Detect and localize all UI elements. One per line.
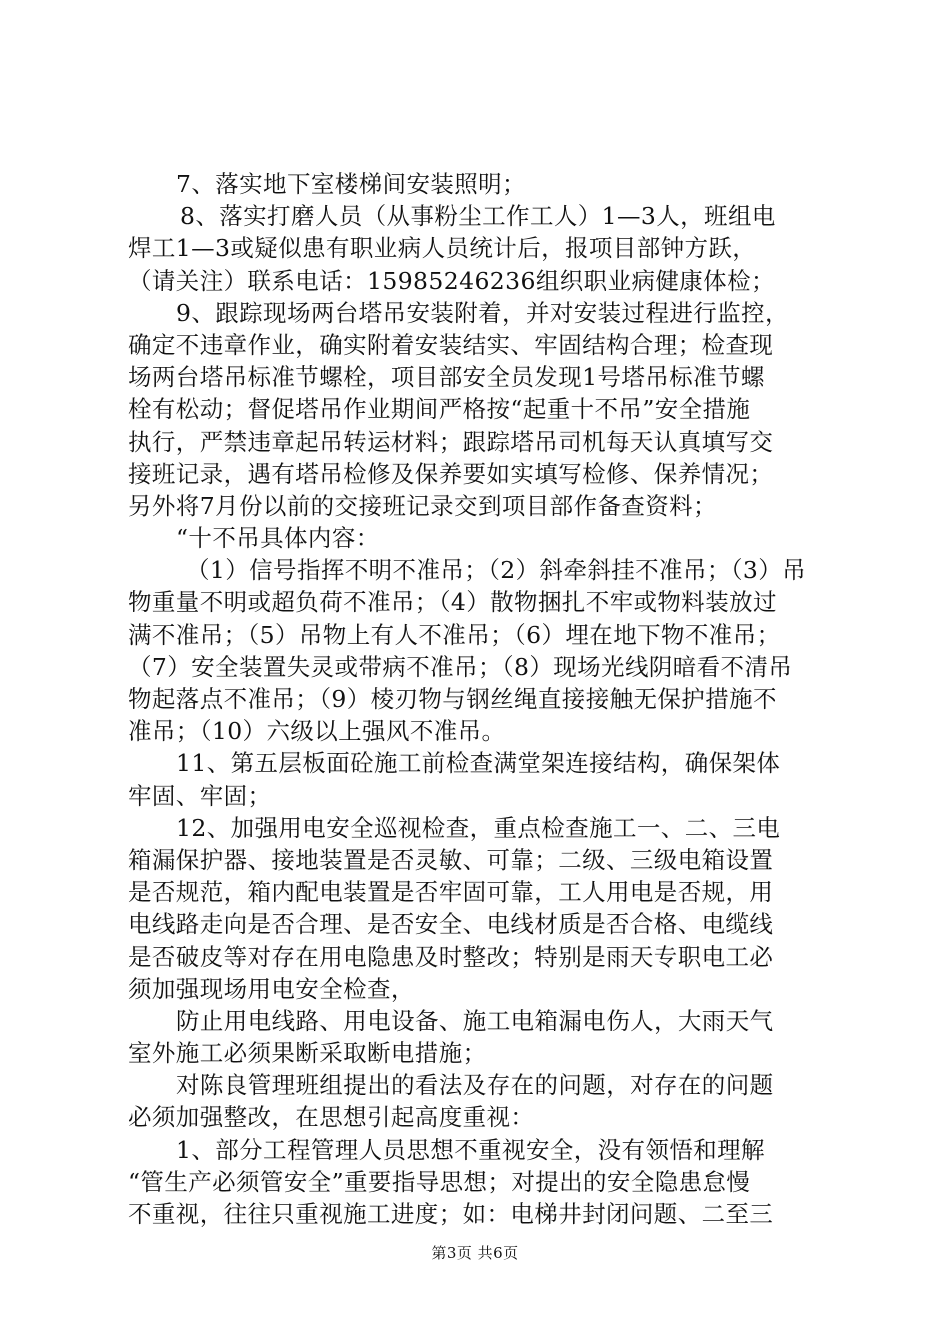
text-line: 准吊；（10）六级以上强风不准吊。 [128,717,506,746]
text-line: 满不准吊；（5）吊物上有人不准吊；（6）埋在地下物不准吊； [128,620,781,649]
text-line: 物起落点不准吊；（9）棱刃物与钢丝绳直接接触无保护措施不 [128,685,777,713]
text-line: 不重视，往往只重视施工进度；如：电梯井封闭问题、二至三 [128,1200,774,1228]
text-line: 7、落实地下室楼梯间安装照明； [176,170,526,198]
text-line: 对陈良管理班组提出的看法及存在的问题，对存在的问题 [176,1071,774,1100]
text-line: 另外将7月份以前的交接班记录交到项目部作备查资料； [128,491,717,520]
text-line: 栓有松动；督促塔吊作业期间严格按“起重十不吊”安全措施 [128,395,751,424]
text-line: （7）安全装置失灵或带病不准吊；（8）现场光线阴暗看不清吊 [128,652,793,681]
text-line: 场两台塔吊标准节螺栓，项目部安全员发现1号塔吊标准节螺 [128,363,765,392]
text-line: 物重量不明或超负荷不准吊；（4）散物捆扎不牢或物料装放过 [128,588,777,617]
text-line: 11、第五层板面砼施工前检查满堂架连接结构，确保架体 [176,749,781,778]
text-line: 箱漏保护器、接地装置是否灵敏、可靠；二级、三级电箱设置 [128,845,774,874]
text-line: 是否破皮等对存在用电隐患及时整改；特别是雨天专职电工必 [128,942,774,971]
text-line: 1、部分工程管理人员思想不重视安全，没有领悟和理解 [176,1135,765,1164]
document-body [128,168,832,1230]
text-line: 12、加强用电安全巡视检查，重点检查施工一、二、三电 [176,813,781,842]
text-line: 必须加强整改，在思想引起高度重视： [128,1103,535,1132]
text-line: （1）信号指挥不明不准吊；（2）斜牵斜挂不准吊；（3）吊 [186,556,807,585]
text-line: 焊工1—3或疑似患有职业病人员统计后，报项目部钟方跃， [128,234,757,263]
text-line: 接班记录，遇有塔吊检修及保养要如实填写检修、保养情况； [128,459,774,488]
text-line: 牢固、牢固； [128,781,272,810]
text-line: （请关注）联系电话：15985246236组织职业病健康体检； [128,266,775,295]
text-line: “管生产必须管安全”重要指导思想；对提出的安全隐患怠慢 [128,1167,751,1196]
text-line: 9、跟踪现场两台塔吊安装附着，并对安装过程进行监控， [176,298,789,327]
text-line: 确定不违章作业，确实附着安装结实、牢固结构合理；检查现 [128,330,774,359]
text-line: 执行，严禁违章起吊转运材料；跟踪塔吊司机每天认真填写交 [128,427,774,456]
text-line: 电线路走向是否合理、是否安全、电线材质是否合格、电缆线 [128,910,774,939]
text-line: 防止用电线路、用电设备、施工电箱漏电伤人，大雨天气 [176,1006,774,1035]
text-line: “十不吊具体内容： [176,524,380,553]
text-line: 8、落实打磨人员（从事粉尘工作工人）1—3人，班组电 [180,202,776,231]
text-line: 室外施工必须果断采取断电措施； [128,1039,487,1068]
text-line: 是否规范，箱内配电装置是否牢固可靠，工人用电是否规，用 [128,878,774,907]
page-footer: 第3页 共6页 [431,1244,519,1262]
text-line: 须加强现场用电安全检查， [128,974,415,1003]
